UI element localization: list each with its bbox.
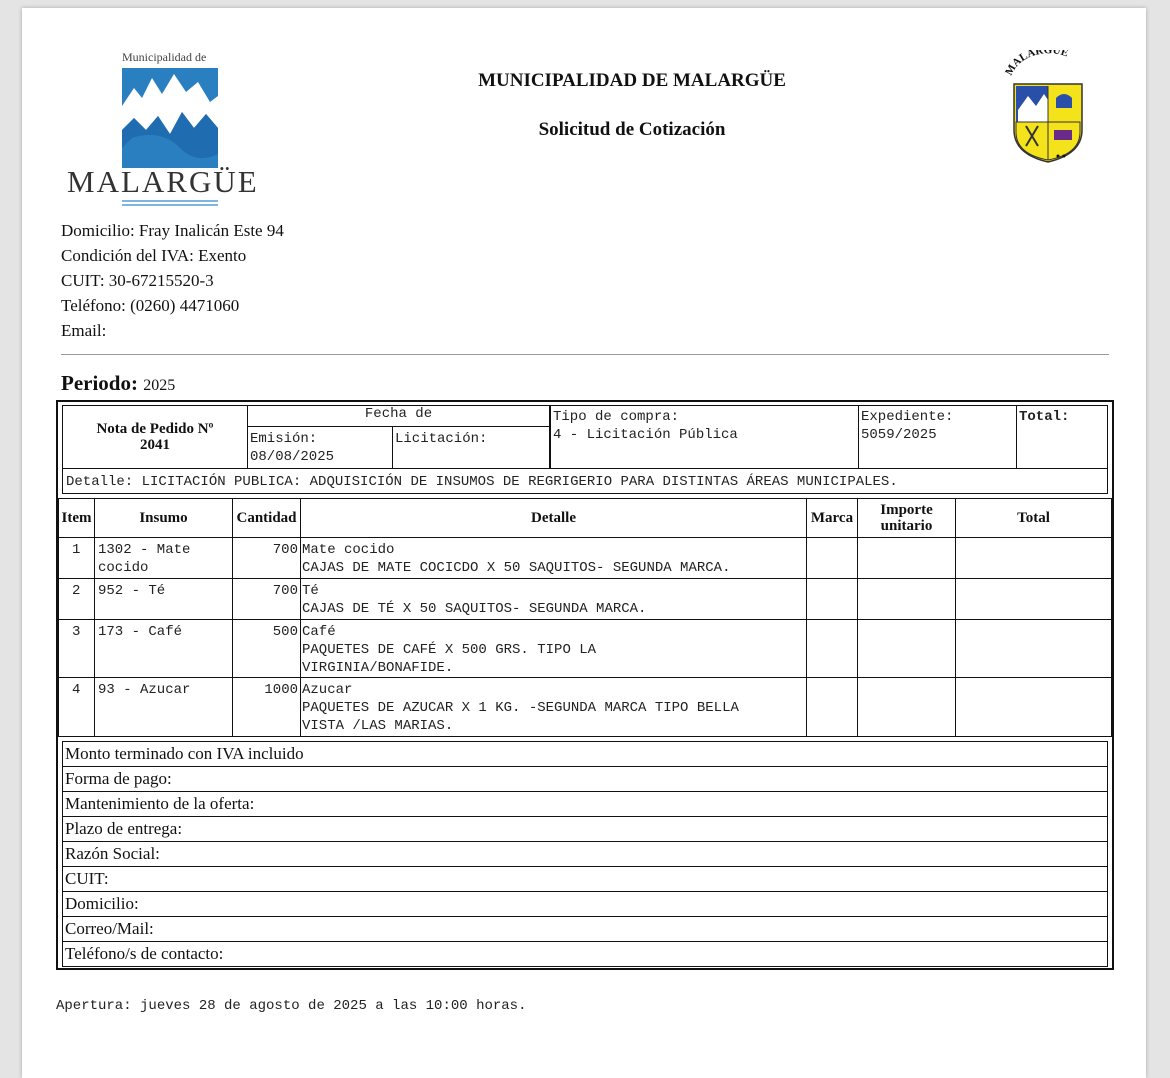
- table-row-marca: [806, 537, 858, 579]
- apertura-text: Apertura: jueves 28 de agosto de 2025 a las 10:00 horas.: [56, 998, 527, 1014]
- table-row-detalle: [300, 578, 807, 620]
- nota-pedido-number: 2041: [140, 437, 170, 453]
- table-row-total: [955, 537, 1112, 579]
- footer-row-label: Mantenimiento de la oferta:: [65, 794, 255, 813]
- fecha-de-cell: [247, 405, 550, 427]
- total-header-cell: [1016, 405, 1108, 469]
- col-header-detalle: Detalle: [300, 498, 807, 538]
- row-insumo: 93 - Azucar: [98, 682, 191, 698]
- footer-row-label: Plazo de entrega:: [65, 819, 183, 838]
- table-row-total: [955, 677, 1112, 737]
- footer-row-cuit: [62, 866, 1108, 892]
- municipality-logo: [67, 50, 277, 210]
- emision-value: 08/08/2025: [250, 449, 335, 465]
- expediente-label: Expediente:: [861, 409, 954, 425]
- logo-stripes-icon: [122, 200, 218, 208]
- row-detalle: Café PAQUETES DE CAFÉ X 500 GRS. TIPO LA VIRGINIA/BONAFIDE.: [302, 624, 597, 676]
- table-row-item: [58, 578, 95, 620]
- detalle-cell: [62, 468, 1108, 494]
- table-row-item: [58, 537, 95, 579]
- document-page: [22, 8, 1146, 1078]
- row-item-number: 3: [72, 624, 81, 640]
- coat-of-arms-icon: [998, 50, 1098, 170]
- table-row-cantidad: [232, 619, 301, 678]
- footer-row-telefono: [62, 941, 1108, 967]
- table-row-total: [955, 578, 1112, 620]
- periodo-value: 2025: [143, 377, 176, 394]
- table-row-detalle: [300, 619, 807, 678]
- emision-label: Emisión:: [250, 431, 318, 447]
- footer-row-label: Teléfono/s de contacto:: [65, 944, 224, 963]
- table-row-total: [955, 619, 1112, 678]
- mountain-emblem-icon: [122, 68, 218, 168]
- footer-row-monto: [62, 741, 1108, 767]
- table-row-insumo: [94, 619, 233, 678]
- table-row-cantidad: [232, 537, 301, 579]
- footer-row-label: CUIT:: [65, 869, 109, 888]
- table-row-detalle: [300, 537, 807, 579]
- footer-row-forma-pago: [62, 766, 1108, 792]
- tipo-compra-cell: [550, 405, 859, 469]
- table-row-importe: [857, 677, 956, 737]
- row-cantidad: 500: [272, 624, 298, 640]
- col-header-importe-label: Importe unitario: [880, 502, 933, 534]
- expediente-value: 5059/2025: [861, 427, 937, 443]
- row-item-number: 1: [72, 542, 81, 558]
- periodo: [61, 371, 175, 396]
- row-detalle: Mate cocido CAJAS DE MATE COCICDO X 50 SAQUITOS- SEGUNDA MARCA.: [302, 542, 731, 576]
- email-line: Email:: [61, 321, 107, 340]
- row-detalle: Té CAJAS DE TÉ X 50 SAQUITOS- SEGUNDA MARCA.: [302, 583, 647, 617]
- col-header-marca: Marca: [806, 498, 858, 538]
- domicilio-line: Domicilio: Fray Inalicán Este 94: [61, 221, 284, 240]
- footer-row-label: Monto terminado con IVA incluido: [65, 744, 304, 763]
- footer-row-domicilio: [62, 891, 1108, 917]
- row-insumo: 173 - Café: [98, 624, 183, 640]
- col-header-insumo: Insumo: [94, 498, 233, 538]
- col-header-item: Item: [58, 498, 95, 538]
- footer-row-label: Correo/Mail:: [65, 919, 154, 938]
- table-row-marca: [806, 619, 858, 678]
- table-row-insumo: [94, 578, 233, 620]
- licitacion-label: Licitación:: [395, 431, 488, 447]
- row-detalle: Azucar PAQUETES DE AZUCAR X 1 KG. -SEGUNDA MARCA TIPO BELLA VISTA /LAS MARIAS.: [302, 682, 739, 734]
- table-row-item: [58, 677, 95, 737]
- table-row-cantidad: [232, 578, 301, 620]
- table-row-detalle: [300, 677, 807, 737]
- row-cantidad: 1000: [264, 682, 298, 698]
- footer-row-plazo: [62, 816, 1108, 842]
- nota-pedido-label: Nota de Pedido Nº: [96, 421, 214, 437]
- table-row-importe: [857, 578, 956, 620]
- table-row-insumo: [94, 537, 233, 579]
- row-cantidad: 700: [272, 542, 298, 558]
- total-header-label: Total:: [1019, 409, 1070, 425]
- table-row-marca: [806, 578, 858, 620]
- tipo-compra-value: 4 - Licitación Pública: [553, 427, 738, 443]
- periodo-label: Periodo:: [61, 371, 138, 395]
- row-insumo: 952 - Té: [98, 583, 166, 599]
- footer-row-correo: [62, 916, 1108, 942]
- expediente-cell: [858, 405, 1017, 469]
- table-row-importe: [857, 537, 956, 579]
- page-subtitle: Solicitud de Cotización: [538, 119, 726, 140]
- tipo-compra-label: Tipo de compra:: [553, 409, 680, 425]
- logo-word: MALARGÜE: [67, 164, 259, 199]
- nota-pedido-cell: [62, 405, 248, 469]
- emision-cell: [247, 426, 393, 469]
- divider: [61, 354, 1109, 355]
- licitacion-cell: [392, 426, 550, 469]
- cuit-line: CUIT: 30-67215520-3: [61, 271, 214, 290]
- footer-row-label: Forma de pago:: [65, 769, 172, 788]
- table-row-insumo: [94, 677, 233, 737]
- iva-line: Condición del IVA: Exento: [61, 246, 247, 265]
- logo-top-text: Municipalidad de: [122, 50, 207, 64]
- svg-text:MALARGÜE: [1003, 50, 1070, 77]
- footer-row-label: Domicilio:: [65, 894, 139, 913]
- col-header-cantidad: Cantidad: [232, 498, 301, 538]
- row-item-number: 4: [72, 682, 81, 698]
- table-row-item: [58, 619, 95, 678]
- page-title: MUNICIPALIDAD DE MALARGÜE: [478, 70, 786, 91]
- table-row-marca: [806, 677, 858, 737]
- telefono-line: Teléfono: (0260) 4471060: [61, 296, 240, 315]
- table-row-cantidad: [232, 677, 301, 737]
- row-item-number: 2: [72, 583, 81, 599]
- fecha-de-label: Fecha de: [364, 406, 433, 422]
- row-insumo: 1302 - Mate cocido: [98, 542, 191, 576]
- footer-row-mantenimiento: [62, 791, 1108, 817]
- col-header-total: Total: [955, 498, 1112, 538]
- coat-of-arms: [998, 50, 1098, 170]
- row-cantidad: 700: [272, 583, 298, 599]
- municipality-info: [61, 218, 284, 343]
- footer-row-razon-social: [62, 841, 1108, 867]
- table-row-importe: [857, 619, 956, 678]
- detalle-text: Detalle: LICITACIÓN PUBLICA: ADQUISICIÓN DE INSUMOS DE REGRIGERIO PARA DISTINTAS ÁREAS MUNICIPALES.: [66, 474, 898, 490]
- crest-text: MALARGÜE: [1003, 50, 1070, 78]
- col-header-importe: [857, 498, 956, 538]
- footer-row-label: Razón Social:: [65, 844, 160, 863]
